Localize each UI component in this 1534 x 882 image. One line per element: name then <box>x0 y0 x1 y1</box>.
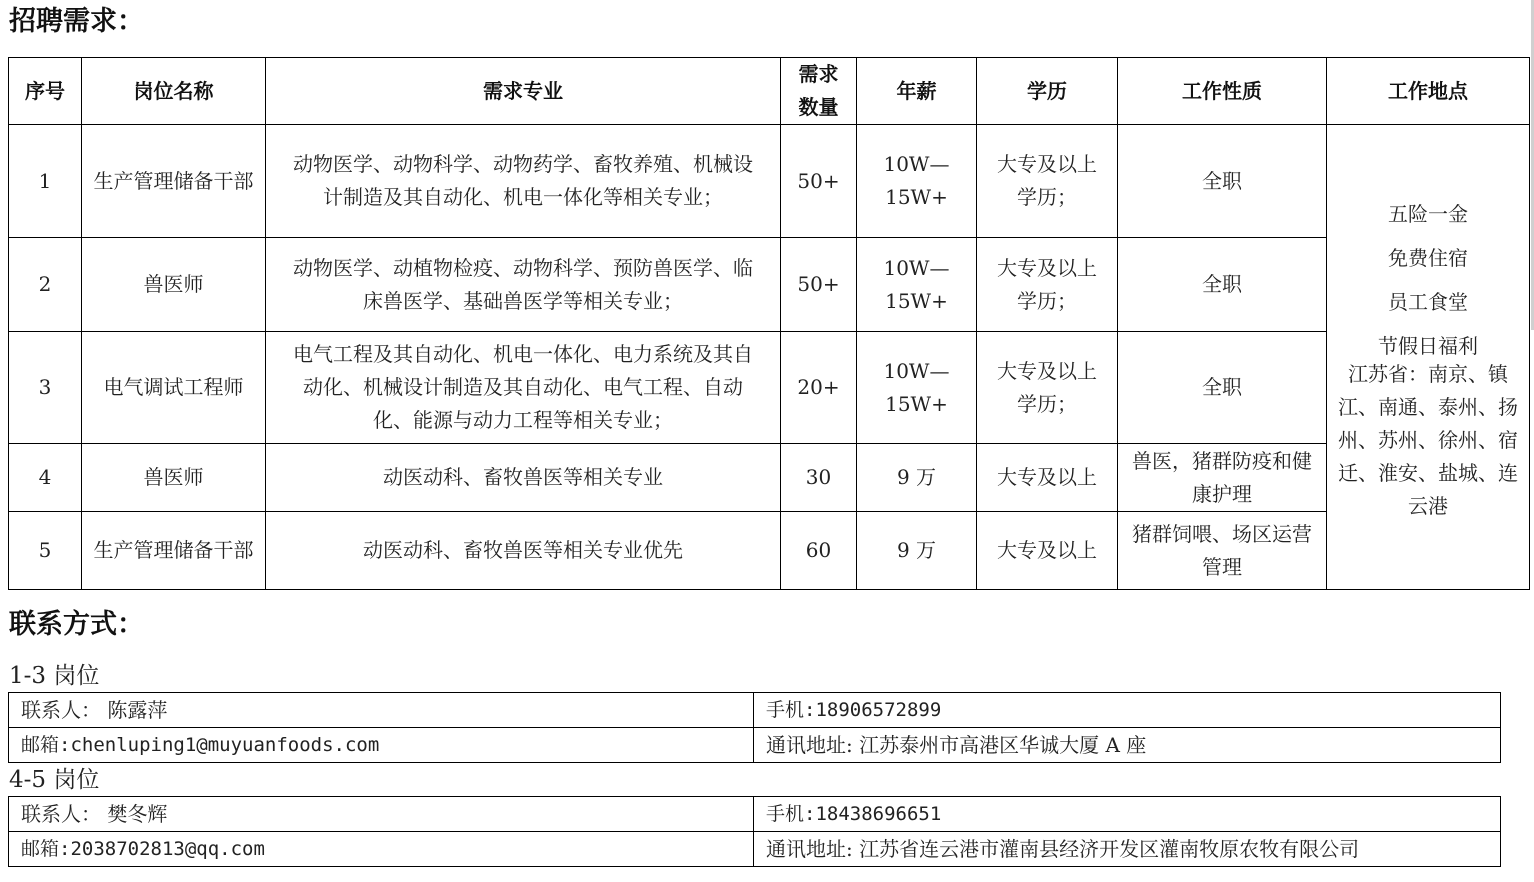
benefit-1: 五险一金 <box>1388 201 1468 226</box>
cell-quantity: 30 <box>781 444 857 512</box>
benefit-3: 员工食堂 <box>1388 289 1468 314</box>
cell-quantity: 20+ <box>781 332 857 444</box>
cell-nature: 全职 <box>1118 125 1327 238</box>
header-education: 学历 <box>977 58 1118 125</box>
contact-email[interactable]: 邮箱:2038702813@qq.com <box>9 832 754 867</box>
contact-group-label: 1-3 岗位 <box>9 663 100 689</box>
contact-table-1 <box>8 692 1501 763</box>
contact-person: 联系人： 陈露萍 <box>9 693 754 728</box>
cell-education: 大专及以上 <box>977 444 1118 512</box>
header-quantity: 需求数量 <box>781 58 857 125</box>
table-row <box>9 332 1530 444</box>
cell-salary: 10W— 15W+ <box>857 238 977 332</box>
header-location: 工作地点 <box>1327 58 1530 125</box>
cell-salary: 9 万 <box>857 512 977 590</box>
cell-nature: 兽医，猪群防疫和健康护理 <box>1118 444 1327 512</box>
header-position: 岗位名称 <box>82 58 266 125</box>
cell-no: 3 <box>9 332 82 444</box>
job-table <box>8 57 1530 590</box>
cell-major: 动医动科、畜牧兽医等相关专业优先 <box>266 512 781 590</box>
cell-nature: 全职 <box>1118 238 1327 332</box>
cell-education: 大专及以上学历； <box>977 332 1118 444</box>
cell-no: 4 <box>9 444 82 512</box>
cell-salary: 10W— 15W+ <box>857 125 977 238</box>
benefit-2: 免费住宿 <box>1388 245 1468 270</box>
cell-position: 生产管理储备干部 <box>82 512 266 590</box>
cell-position: 生产管理储备干部 <box>82 125 266 238</box>
cell-no: 1 <box>9 125 82 238</box>
cell-nature: 全职 <box>1118 332 1327 444</box>
table-row <box>9 512 1530 590</box>
contact-person: 联系人： 樊冬辉 <box>9 797 754 832</box>
cell-position: 兽医师 <box>82 238 266 332</box>
contact-email[interactable]: 邮箱:chenluping1@muyuanfoods.com <box>9 728 754 763</box>
cell-major: 电气工程及其自动化、机电一体化、电力系统及其自动化、机械设计制造及其自动化、电气工程、自动化、能源与动力工程等相关专业； <box>266 332 781 444</box>
header-nature: 工作性质 <box>1118 58 1327 125</box>
location-cities: 江苏省：南京、镇江、南通、泰州、扬州、苏州、徐州、宿迁、淮安、盐城、连云港 <box>1338 361 1518 518</box>
contact-table-2 <box>8 796 1501 867</box>
table-row <box>9 238 1530 332</box>
contact-title: 联系方式： <box>9 609 144 640</box>
contact-address: 通讯地址: 江苏省连云港市灌南县经济开发区灌南牧原农牧有限公司 <box>754 832 1501 867</box>
contact-group-label: 4-5 岗位 <box>9 767 100 793</box>
cell-position: 电气调试工程师 <box>82 332 266 444</box>
recruitment-title: 招聘需求： <box>9 6 144 37</box>
cell-major: 动医动科、畜牧兽医等相关专业 <box>266 444 781 512</box>
contact-phone[interactable]: 手机:18906572899 <box>754 693 1501 728</box>
contact-address: 通讯地址: 江苏泰州市高港区华诚大厦 A 座 <box>754 728 1501 763</box>
contact-phone[interactable]: 手机:18438696651 <box>754 797 1501 832</box>
table-header-row <box>9 58 1530 125</box>
cell-education: 大专及以上 <box>977 512 1118 590</box>
header-major: 需求专业 <box>266 58 781 125</box>
benefit-4: 节假日福利 <box>1378 333 1478 358</box>
cell-nature: 猪群饲喂、场区运营管理 <box>1118 512 1327 590</box>
cell-location <box>1327 125 1530 590</box>
cell-education: 大专及以上学历； <box>977 125 1118 238</box>
cell-quantity: 50+ <box>781 238 857 332</box>
table-row <box>9 125 1530 238</box>
cell-quantity: 60 <box>781 512 857 590</box>
cell-salary: 9 万 <box>857 444 977 512</box>
cell-salary: 10W— 15W+ <box>857 332 977 444</box>
cell-major: 动物医学、动物科学、动物药学、畜牧养殖、机械设计制造及其自动化、机电一体化等相关专业； <box>266 125 781 238</box>
cell-quantity: 50+ <box>781 125 857 238</box>
cell-major: 动物医学、动植物检疫、动物科学、预防兽医学、临床兽医学、基础兽医学等相关专业； <box>266 238 781 332</box>
header-no: 序号 <box>9 58 82 125</box>
header-salary: 年薪 <box>857 58 977 125</box>
cell-education: 大专及以上学历； <box>977 238 1118 332</box>
cell-no: 5 <box>9 512 82 590</box>
cell-position: 兽医师 <box>82 444 266 512</box>
table-row <box>9 444 1530 512</box>
cell-no: 2 <box>9 238 82 332</box>
